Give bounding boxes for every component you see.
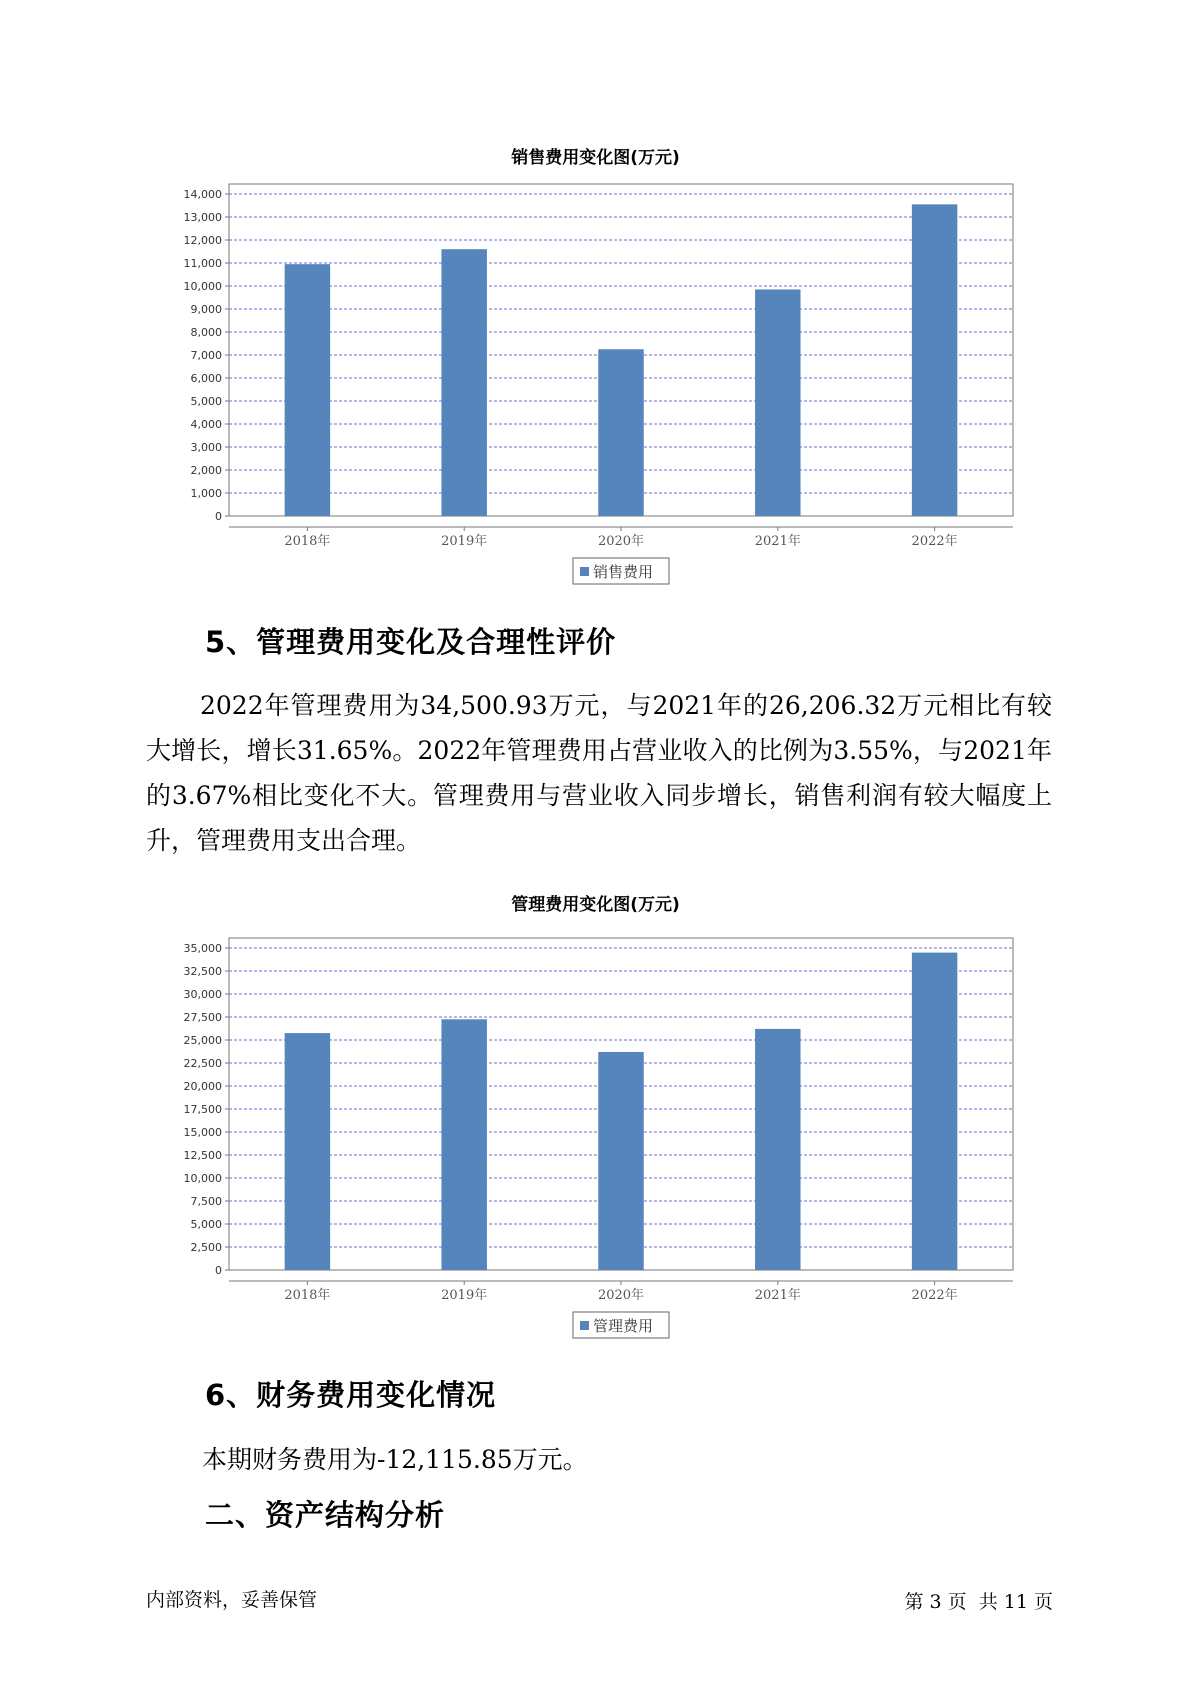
x-tick-label: 2020年 <box>597 534 645 549</box>
y-tick-label: 7,500 <box>190 1195 222 1208</box>
bar <box>441 1019 486 1270</box>
finance-expense-text: 本期财务费用为-12,115.85万元。 <box>202 1445 588 1474</box>
bar <box>285 1033 330 1270</box>
legend-swatch <box>580 1321 589 1330</box>
y-tick-label: 1,000 <box>190 487 222 500</box>
y-tick-label: 12,500 <box>183 1149 222 1162</box>
x-tick-label: 2019年 <box>441 1288 488 1303</box>
y-tick-label: 13,000 <box>183 211 222 224</box>
y-tick-label: 4,000 <box>190 418 222 431</box>
section-heading: 二、资产结构分析 <box>205 1498 446 1532</box>
bar <box>912 953 957 1270</box>
y-tick-label: 25,000 <box>183 1034 222 1047</box>
y-tick-label: 0 <box>215 1264 222 1277</box>
x-tick-label: 2018年 <box>284 1288 331 1303</box>
x-tick-label: 2021年 <box>754 1288 801 1303</box>
y-tick-label: 10,000 <box>183 280 222 293</box>
y-tick-label: 11,000 <box>183 257 222 270</box>
y-tick-label: 15,000 <box>183 1126 222 1139</box>
y-tick-label: 12,000 <box>183 234 222 247</box>
y-tick-label: 27,500 <box>183 1011 222 1024</box>
y-tick-label: 14,000 <box>183 188 222 201</box>
footer-note: 内部资料，妥善保管 <box>146 1589 318 1611</box>
y-tick-label: 8,000 <box>190 326 222 339</box>
y-tick-label: 10,000 <box>183 1172 222 1185</box>
y-tick-label: 7,000 <box>190 349 222 362</box>
y-tick-label: 30,000 <box>183 988 222 1001</box>
body-paragraph: 2022年管理费用为34,500.93万元，与2021年的26,206.32万元相比有较大增长，增长31.65%。2022年管理费用占营业收入的比例为3.55%，与2021年的3.67%相比变化不大。管理费用与营业收入同步增长，销售利润有较大幅度上升，管理费用支出合理。 <box>146 691 1052 855</box>
legend-label: 销售费用 <box>593 563 654 581</box>
x-tick-label: 2021年 <box>754 534 801 549</box>
y-tick-label: 17,500 <box>183 1103 222 1116</box>
section-heading: 5、管理费用变化及合理性评价 <box>205 625 617 659</box>
y-tick-label: 22,500 <box>183 1057 222 1070</box>
y-tick-label: 5,000 <box>190 1218 222 1231</box>
y-tick-label: 9,000 <box>190 303 222 316</box>
x-tick-label: 2018年 <box>284 534 331 549</box>
x-tick-label: 2022年 <box>911 534 958 549</box>
page-number: 第 3 页 共 11 页 <box>904 1591 1053 1613</box>
y-tick-label: 2,500 <box>190 1241 222 1254</box>
y-tick-label: 2,000 <box>190 464 222 477</box>
bar <box>598 1052 643 1270</box>
x-tick-label: 2019年 <box>441 534 488 549</box>
y-tick-label: 5,000 <box>190 395 222 408</box>
chart-title: 销售费用变化图(万元) <box>511 148 680 168</box>
x-tick-label: 2020年 <box>597 1288 645 1303</box>
y-tick-label: 32,500 <box>183 965 222 978</box>
y-tick-label: 3,000 <box>190 441 222 454</box>
y-tick-label: 0 <box>215 510 222 523</box>
bar <box>755 1029 800 1270</box>
y-tick-label: 6,000 <box>190 372 222 385</box>
y-tick-label: 35,000 <box>183 942 222 955</box>
legend-label: 管理费用 <box>593 1317 654 1335</box>
chart-title: 管理费用变化图(万元) <box>511 895 680 915</box>
y-tick-label: 20,000 <box>183 1080 222 1093</box>
section-heading: 6、财务费用变化情况 <box>205 1378 497 1412</box>
x-tick-label: 2022年 <box>911 1288 958 1303</box>
